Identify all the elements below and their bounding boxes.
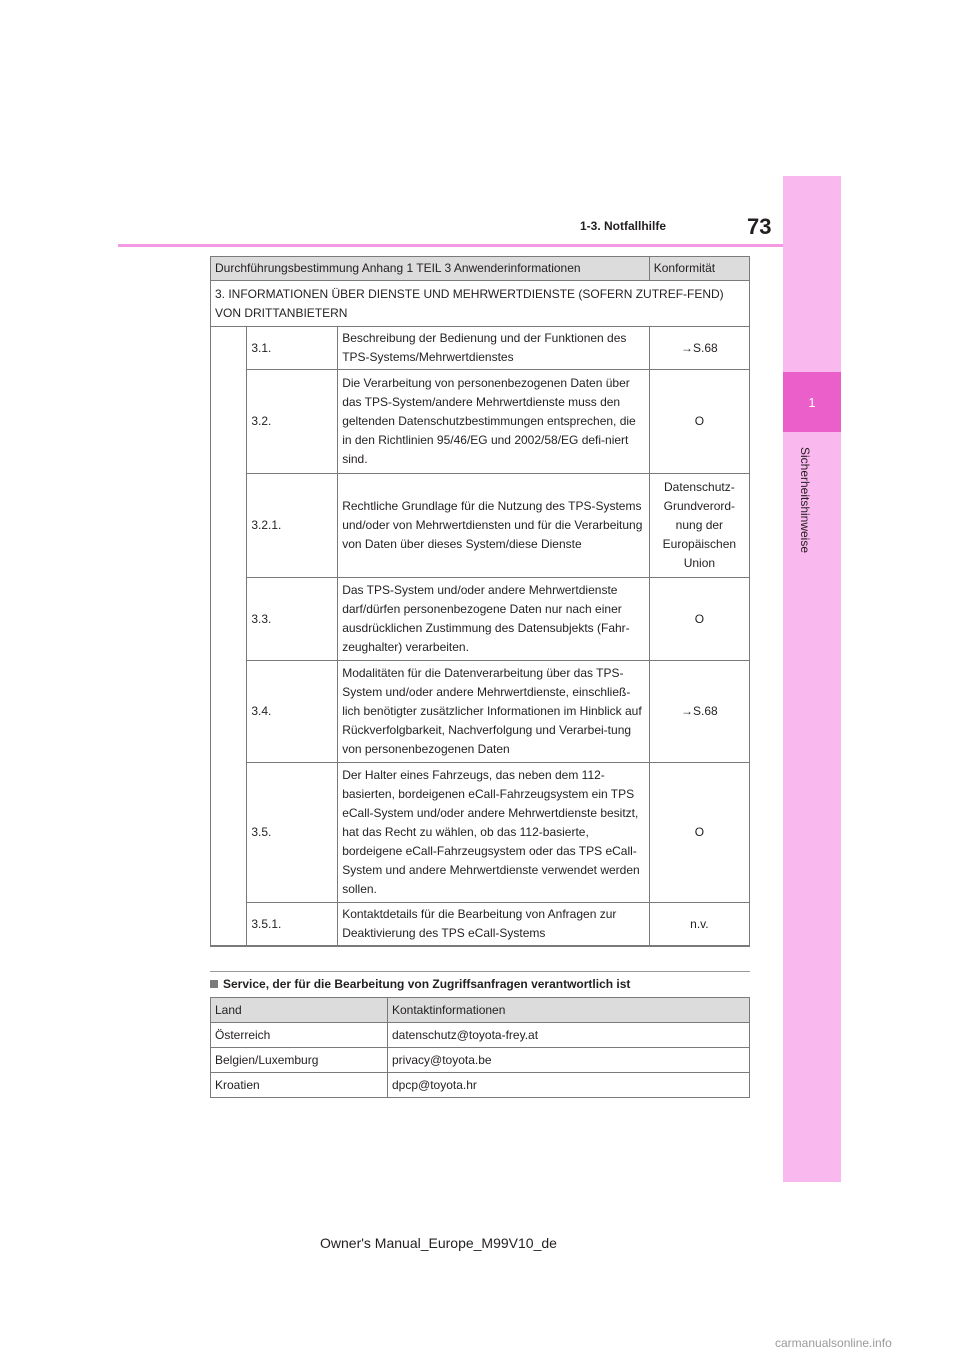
section-title: 1-3. Notfallhilfe (580, 219, 667, 233)
row-conformity: →S.68 (649, 327, 749, 370)
section-3-title: 3. INFORMATIONEN ÜBER DIENSTE UND MEHRWERTDIENSTE (SOFERN ZUTREF-FEND) VON DRITTANBIETERN (211, 281, 750, 327)
row-number: 3.5. (247, 763, 338, 903)
indent-cell (211, 327, 247, 946)
row-text: Modalitäten für die Datenverarbeitung über das TPS-System und/oder andere Mehrwertdienste, einschließ-lich benötigter zusätzlicher Informationen im Hinblick auf Rückverfolgbarkeit, Nachverfolgung und Verarbei-tung von personenbezogenen Daten (338, 661, 650, 763)
table-header-conformity: Konformität (649, 257, 749, 281)
table-row (211, 1073, 750, 1098)
country-cell: Belgien/Luxemburg (211, 1048, 388, 1073)
row-text: Kontaktdetails für die Bearbeitung von Anfragen zur Deaktivierung des TPS eCall-Systems (338, 903, 650, 946)
table-header-row (211, 257, 750, 281)
row-number: 3.2.1. (247, 474, 338, 578)
watermark: carmanualsonline.info (775, 1336, 892, 1350)
row-number: 3.1. (247, 327, 338, 370)
table-row (211, 1048, 750, 1073)
table-row (211, 903, 750, 946)
section-divider (210, 971, 750, 972)
row-conformity: →S.68 (649, 661, 749, 763)
contact-cell: privacy@toyota.be (388, 1048, 750, 1073)
row-conformity: O (649, 578, 749, 661)
row-conformity: O (649, 370, 749, 474)
contact-cell: dpcp@toyota.hr (388, 1073, 750, 1098)
row-number: 3.2. (247, 370, 338, 474)
country-cell: Kroatien (211, 1073, 388, 1098)
table-row (211, 1023, 750, 1048)
table-row (211, 327, 750, 370)
header-rule (118, 244, 783, 247)
row-text: Rechtliche Grundlage für die Nutzung des TPS-Systems und/oder von Mehrwertdiensten und für die Verarbeitung von Daten über dieses System/diese Dienste (338, 474, 650, 578)
service-heading-text: Service, der für die Bearbeitung von Zugriffsanfragen verantwortlich ist (223, 977, 631, 991)
row-text: Die Verarbeitung von personenbezogenen Daten über das TPS-System/andere Mehrwertdienste muss den geltenden Datenschutzbestimmungen entsprechen, die in den Richtlinien 95/46/EG und 2002/58/EG defi-niert sind. (338, 370, 650, 474)
table-row (211, 370, 750, 474)
chapter-tab-band (783, 176, 841, 1182)
contact-cell: datenschutz@toyota-frey.at (388, 1023, 750, 1048)
row-conformity: O (649, 763, 749, 903)
table-span-row (211, 281, 750, 327)
table-row (211, 474, 750, 578)
row-conformity: Datenschutz-Grundverord-nung der Europäischen Union (649, 474, 749, 578)
row-number: 3.4. (247, 661, 338, 763)
contact-table (210, 997, 750, 1098)
country-cell: Österreich (211, 1023, 388, 1048)
table-row (211, 661, 750, 763)
table-bottom-row (211, 946, 750, 947)
table-row (211, 763, 750, 903)
table-header-row (211, 998, 750, 1023)
table-header-contact: Kontaktinformationen (388, 998, 750, 1023)
row-number: 3.5.1. (247, 903, 338, 946)
table-header-country: Land (211, 998, 388, 1023)
service-heading (210, 977, 630, 991)
table-bottom-border (211, 946, 750, 947)
square-bullet-icon (210, 980, 218, 988)
user-info-table (210, 256, 750, 947)
row-text: Der Halter eines Fahrzeugs, das neben dem 112-basierten, bordeigenen eCall-Fahrzeugsystem ein TPS eCall-System und/oder andere Mehrwertdienste besitzt, hat das Recht zu wählen, ob das 112-basierte, bordeigene eCall-Fahrzeugsystem oder das TPS eCall-System und andere Mehrwertdienste verwendet werden sollen. (338, 763, 650, 903)
page-number: 73 (747, 214, 772, 239)
chapter-number: 1 (808, 394, 816, 410)
row-text: Beschreibung der Bedienung und der Funktionen des TPS-Systems/Mehrwertdienstes (338, 327, 650, 370)
footer-manual-id: Owner's Manual_Europe_M99V10_de (320, 1235, 557, 1251)
chapter-number-tab (783, 372, 841, 432)
table-header-requirement: Durchführungsbestimmung Anhang 1 TEIL 3 Anwenderinformationen (211, 257, 650, 281)
table-row (211, 578, 750, 661)
row-number: 3.3. (247, 578, 338, 661)
chapter-title: Sicherheitshinweise (798, 446, 812, 554)
row-text: Das TPS-System und/oder andere Mehrwertdienste darf/dürfen personenbezogene Daten nur nach einer ausdrücklichen Zustimmung des Datensubjekts (Fahr-zeughalter) verarbeiten. (338, 578, 650, 661)
row-conformity: n.v. (649, 903, 749, 946)
